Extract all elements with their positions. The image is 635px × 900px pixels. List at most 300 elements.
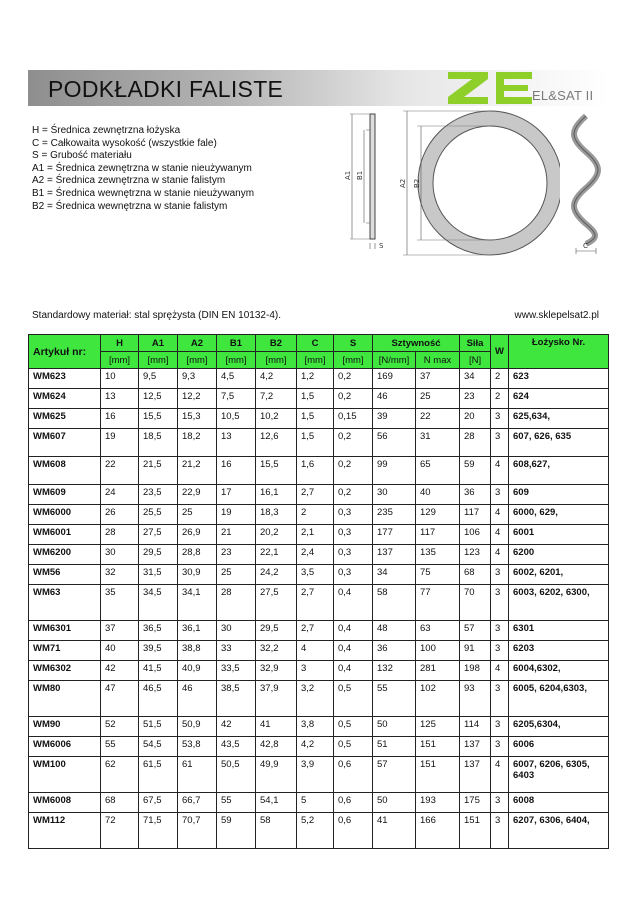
value-cell: 7,2 [256, 389, 297, 409]
bearing-cell: 6203 [509, 641, 609, 661]
value-cell: 0,6 [334, 757, 373, 793]
wave-profile-drawing [566, 108, 606, 256]
value-cell: 2 [491, 389, 509, 409]
unit-cell: [mm] [101, 352, 139, 369]
article-code-cell: WM6302 [29, 661, 101, 681]
value-cell: 169 [373, 369, 416, 389]
value-cell: 59 [460, 457, 491, 485]
washer-side-drawing [330, 108, 390, 253]
value-cell: 32 [101, 565, 139, 585]
article-code-cell: WM6200 [29, 545, 101, 565]
bearing-cell: 624 [509, 389, 609, 409]
material-note: Standardowy materiał: stal sprężysta (DIN EN 10132-4). [32, 310, 281, 321]
value-cell: 55 [373, 681, 416, 717]
col-a1: A1 [139, 335, 178, 352]
dim-a2-label: A2 [399, 178, 407, 188]
table-row [29, 409, 609, 429]
value-cell: 106 [460, 525, 491, 545]
value-cell: 26,9 [178, 525, 217, 545]
value-cell: 25 [217, 565, 256, 585]
table-row [29, 681, 609, 717]
bearing-cell: 608,627, [509, 457, 609, 485]
table-row [29, 717, 609, 737]
value-cell: 30 [217, 621, 256, 641]
value-cell: 41 [373, 813, 416, 849]
col-b1: B1 [217, 335, 256, 352]
unit-cell: N max [416, 352, 460, 369]
value-cell: 54,1 [256, 793, 297, 813]
value-cell: 4,5 [217, 369, 256, 389]
value-cell: 22,1 [256, 545, 297, 565]
legend-item: A1 = Średnica zewnętrzna w stanie nieużywanym [32, 162, 252, 174]
value-cell: 0,3 [334, 545, 373, 565]
value-cell: 9,5 [139, 369, 178, 389]
value-cell: 0,6 [334, 813, 373, 849]
value-cell: 40 [416, 485, 460, 505]
value-cell: 2,1 [297, 525, 334, 545]
article-code-cell: WM63 [29, 585, 101, 621]
value-cell: 1,6 [297, 457, 334, 485]
value-cell: 1,5 [297, 429, 334, 457]
value-cell: 0,3 [334, 505, 373, 525]
value-cell: 54,5 [139, 737, 178, 757]
value-cell: 3 [491, 429, 509, 457]
col-a2: A2 [178, 335, 217, 352]
value-cell: 51 [373, 737, 416, 757]
value-cell: 57 [460, 621, 491, 641]
value-cell: 70,7 [178, 813, 217, 849]
value-cell: 27,5 [139, 525, 178, 545]
value-cell: 50,9 [178, 717, 217, 737]
value-cell: 18,5 [139, 429, 178, 457]
value-cell: 46 [373, 389, 416, 409]
table-row [29, 525, 609, 545]
value-cell: 114 [460, 717, 491, 737]
value-cell: 4 [297, 641, 334, 661]
spec-table [28, 334, 609, 849]
value-cell: 75 [416, 565, 460, 585]
value-cell: 41 [256, 717, 297, 737]
value-cell: 30 [373, 485, 416, 505]
value-cell: 18,3 [256, 505, 297, 525]
value-cell: 62 [101, 757, 139, 793]
value-cell: 67,5 [139, 793, 178, 813]
value-cell: 15,5 [256, 457, 297, 485]
table-row [29, 585, 609, 621]
bearing-cell: 6207, 6306, 6404, [509, 813, 609, 849]
value-cell: 3 [491, 565, 509, 585]
unit-cell: [mm] [139, 352, 178, 369]
unit-cell: [mm] [178, 352, 217, 369]
article-code-cell: WM625 [29, 409, 101, 429]
value-cell: 40 [101, 641, 139, 661]
value-cell: 1,5 [297, 389, 334, 409]
value-cell: 12,2 [178, 389, 217, 409]
article-code-cell: WM6008 [29, 793, 101, 813]
article-code-cell: WM71 [29, 641, 101, 661]
value-cell: 102 [416, 681, 460, 717]
unit-cell: [mm] [217, 352, 256, 369]
value-cell: 9,3 [178, 369, 217, 389]
table-header-row [29, 335, 609, 352]
value-cell: 68 [460, 565, 491, 585]
value-cell: 5 [297, 793, 334, 813]
value-cell: 99 [373, 457, 416, 485]
value-cell: 151 [416, 737, 460, 757]
value-cell: 0,5 [334, 717, 373, 737]
value-cell: 198 [460, 661, 491, 681]
value-cell: 15,5 [139, 409, 178, 429]
value-cell: 1,2 [297, 369, 334, 389]
table-row [29, 793, 609, 813]
article-code-cell: WM112 [29, 813, 101, 849]
value-cell: 3 [491, 793, 509, 813]
bearing-cell: 6205,6304, [509, 717, 609, 737]
value-cell: 166 [416, 813, 460, 849]
value-cell: 22 [101, 457, 139, 485]
value-cell: 10,2 [256, 409, 297, 429]
dim-s-label: S [379, 242, 384, 250]
value-cell: 50,5 [217, 757, 256, 793]
value-cell: 51,5 [139, 717, 178, 737]
page-title: PODKŁADKI FALISTE [48, 76, 284, 102]
value-cell: 0,4 [334, 661, 373, 681]
article-code-cell: WM6006 [29, 737, 101, 757]
bearing-cell: 6301 [509, 621, 609, 641]
value-cell: 2,7 [297, 585, 334, 621]
article-code-cell: WM623 [29, 369, 101, 389]
value-cell: 55 [217, 793, 256, 813]
value-cell: 10,5 [217, 409, 256, 429]
value-cell: 137 [373, 545, 416, 565]
bearing-cell: 6002, 6201, [509, 565, 609, 585]
value-cell: 18,2 [178, 429, 217, 457]
value-cell: 36,1 [178, 621, 217, 641]
table-row [29, 565, 609, 585]
value-cell: 21 [217, 525, 256, 545]
dim-c-label: C [583, 242, 588, 250]
bearing-cell: 6006 [509, 737, 609, 757]
value-cell: 53,8 [178, 737, 217, 757]
value-cell: 25 [178, 505, 217, 525]
article-code-cell: WM6000 [29, 505, 101, 525]
value-cell: 16 [101, 409, 139, 429]
value-cell: 66,7 [178, 793, 217, 813]
value-cell: 65 [416, 457, 460, 485]
value-cell: 22,9 [178, 485, 217, 505]
value-cell: 20,2 [256, 525, 297, 545]
table-row [29, 429, 609, 457]
value-cell: 55 [101, 737, 139, 757]
value-cell: 38,8 [178, 641, 217, 661]
value-cell: 4 [491, 661, 509, 681]
value-cell: 63 [416, 621, 460, 641]
value-cell: 24,2 [256, 565, 297, 585]
value-cell: 151 [416, 757, 460, 793]
value-cell: 100 [416, 641, 460, 661]
value-cell: 38,5 [217, 681, 256, 717]
value-cell: 43,5 [217, 737, 256, 757]
value-cell: 58 [256, 813, 297, 849]
value-cell: 175 [460, 793, 491, 813]
value-cell: 42 [101, 661, 139, 681]
value-cell: 50 [373, 717, 416, 737]
table-row [29, 389, 609, 409]
value-cell: 4,2 [256, 369, 297, 389]
col-stiffness: Sztywność [373, 335, 460, 352]
bearing-cell: 625,634, [509, 409, 609, 429]
table-row [29, 621, 609, 641]
value-cell: 193 [416, 793, 460, 813]
value-cell: 3 [491, 621, 509, 641]
value-cell: 16 [217, 457, 256, 485]
table-row [29, 813, 609, 849]
value-cell: 22 [416, 409, 460, 429]
value-cell: 34 [460, 369, 491, 389]
table-row [29, 505, 609, 525]
value-cell: 12,6 [256, 429, 297, 457]
value-cell: 4,2 [297, 737, 334, 757]
value-cell: 34,1 [178, 585, 217, 621]
value-cell: 135 [416, 545, 460, 565]
value-cell: 39,5 [139, 641, 178, 661]
value-cell: 25,5 [139, 505, 178, 525]
value-cell: 5,2 [297, 813, 334, 849]
value-cell: 36,5 [139, 621, 178, 641]
value-cell: 27,5 [256, 585, 297, 621]
value-cell: 3,9 [297, 757, 334, 793]
article-code-cell: WM6001 [29, 525, 101, 545]
legend-item: H = Średnica zewnętrzna łożyska [32, 125, 181, 136]
value-cell: 28 [217, 585, 256, 621]
value-cell: 235 [373, 505, 416, 525]
dim-b1-label: B1 [356, 170, 364, 180]
value-cell: 70 [460, 585, 491, 621]
value-cell: 21,5 [139, 457, 178, 485]
dim-a1-label: A1 [344, 170, 352, 180]
value-cell: 4 [491, 525, 509, 545]
value-cell: 59 [217, 813, 256, 849]
value-cell: 56 [373, 429, 416, 457]
value-cell: 0,3 [334, 525, 373, 545]
value-cell: 151 [460, 813, 491, 849]
value-cell: 39 [373, 409, 416, 429]
value-cell: 26 [101, 505, 139, 525]
value-cell: 2,4 [297, 545, 334, 565]
value-cell: 36 [460, 485, 491, 505]
value-cell: 3 [491, 585, 509, 621]
value-cell: 32,9 [256, 661, 297, 681]
bearing-cell: 6004,6302, [509, 661, 609, 681]
value-cell: 177 [373, 525, 416, 545]
col-b2: B2 [256, 335, 297, 352]
value-cell: 28 [101, 525, 139, 545]
value-cell: 0,2 [334, 485, 373, 505]
value-cell: 3 [491, 641, 509, 661]
value-cell: 23,5 [139, 485, 178, 505]
value-cell: 15,3 [178, 409, 217, 429]
bearing-cell: 6001 [509, 525, 609, 545]
value-cell: 3 [491, 813, 509, 849]
legend-item: B1 = Średnica wewnętrzna w stanie nieużywanym [32, 187, 255, 199]
value-cell: 3 [491, 717, 509, 737]
value-cell: 52 [101, 717, 139, 737]
unit-cell: [mm] [256, 352, 297, 369]
bearing-cell: 623 [509, 369, 609, 389]
value-cell: 0,4 [334, 621, 373, 641]
value-cell: 42 [217, 717, 256, 737]
table-row [29, 485, 609, 505]
col-h: H [101, 335, 139, 352]
value-cell: 33 [217, 641, 256, 661]
value-cell: 35 [101, 585, 139, 621]
bearing-cell: 6000, 629, [509, 505, 609, 525]
value-cell: 3,8 [297, 717, 334, 737]
value-cell: 28,8 [178, 545, 217, 565]
value-cell: 137 [460, 737, 491, 757]
bearing-cell: 6008 [509, 793, 609, 813]
value-cell: 3,2 [297, 681, 334, 717]
value-cell: 25 [416, 389, 460, 409]
value-cell: 3 [491, 485, 509, 505]
value-cell: 93 [460, 681, 491, 717]
value-cell: 0,2 [334, 457, 373, 485]
value-cell: 34 [373, 565, 416, 585]
value-cell: 125 [416, 717, 460, 737]
unit-cell: [N/mm] [373, 352, 416, 369]
article-code-cell: WM80 [29, 681, 101, 717]
value-cell: 7,5 [217, 389, 256, 409]
article-code-cell: WM100 [29, 757, 101, 793]
col-bearing: Łożysko Nr. [509, 335, 609, 369]
value-cell: 72 [101, 813, 139, 849]
value-cell: 0,2 [334, 369, 373, 389]
value-cell: 0,4 [334, 585, 373, 621]
legend [32, 125, 254, 213]
value-cell: 117 [460, 505, 491, 525]
value-cell: 129 [416, 505, 460, 525]
table-row [29, 757, 609, 793]
value-cell: 0,5 [334, 681, 373, 717]
value-cell: 3,5 [297, 565, 334, 585]
value-cell: 33,5 [217, 661, 256, 681]
bearing-cell: 6005, 6204,6303, [509, 681, 609, 717]
article-code-cell: WM90 [29, 717, 101, 737]
value-cell: 30 [101, 545, 139, 565]
website-link[interactable]: www.sklepelsat2.pl [514, 310, 599, 321]
bearing-cell: 6007, 6206, 6305, 6403 [509, 757, 609, 793]
value-cell: 2,7 [297, 621, 334, 641]
bearing-cell: 609 [509, 485, 609, 505]
value-cell: 68 [101, 793, 139, 813]
col-s: S [334, 335, 373, 352]
value-cell: 61,5 [139, 757, 178, 793]
value-cell: 32,2 [256, 641, 297, 661]
value-cell: 20 [460, 409, 491, 429]
col-w: W [491, 335, 509, 369]
value-cell: 0,15 [334, 409, 373, 429]
value-cell: 48 [373, 621, 416, 641]
value-cell: 42,8 [256, 737, 297, 757]
value-cell: 132 [373, 661, 416, 681]
value-cell: 31,5 [139, 565, 178, 585]
article-code-cell: WM6301 [29, 621, 101, 641]
article-code-cell: WM607 [29, 429, 101, 457]
value-cell: 123 [460, 545, 491, 565]
unit-cell: [mm] [334, 352, 373, 369]
logo-text: EL&SAT II [532, 88, 594, 103]
table-row [29, 457, 609, 485]
value-cell: 2 [491, 369, 509, 389]
value-cell: 57 [373, 757, 416, 793]
bearing-cell: 607, 626, 635 [509, 429, 609, 457]
value-cell: 28 [460, 429, 491, 457]
value-cell: 34,5 [139, 585, 178, 621]
value-cell: 12,5 [139, 389, 178, 409]
bearing-cell: 6200 [509, 545, 609, 565]
value-cell: 41,5 [139, 661, 178, 681]
value-cell: 10 [101, 369, 139, 389]
legend-item: C = Całkowaita wysokość (wszystkie fale) [32, 137, 217, 149]
value-cell: 0,6 [334, 793, 373, 813]
value-cell: 3 [491, 409, 509, 429]
value-cell: 0,2 [334, 429, 373, 457]
unit-cell: [N] [460, 352, 491, 369]
value-cell: 17 [217, 485, 256, 505]
value-cell: 4 [491, 757, 509, 793]
value-cell: 49,9 [256, 757, 297, 793]
value-cell: 13 [101, 389, 139, 409]
table-row [29, 369, 609, 389]
value-cell: 46 [178, 681, 217, 717]
value-cell: 31 [416, 429, 460, 457]
value-cell: 1,5 [297, 409, 334, 429]
article-code-cell: WM608 [29, 457, 101, 485]
value-cell: 0,3 [334, 565, 373, 585]
legend-item: S = Grubość materiału [32, 150, 132, 162]
value-cell: 50 [373, 793, 416, 813]
value-cell: 37,9 [256, 681, 297, 717]
value-cell: 4 [491, 457, 509, 485]
value-cell: 13 [217, 429, 256, 457]
value-cell: 3 [491, 737, 509, 757]
col-force: Siła [460, 335, 491, 352]
value-cell: 16,1 [256, 485, 297, 505]
value-cell: 24 [101, 485, 139, 505]
value-cell: 71,5 [139, 813, 178, 849]
value-cell: 61 [178, 757, 217, 793]
value-cell: 281 [416, 661, 460, 681]
table-row [29, 737, 609, 757]
value-cell: 117 [416, 525, 460, 545]
article-code-cell: WM624 [29, 389, 101, 409]
legend-item: B2 = Średnica wewnętrzna w stanie falistym [32, 200, 228, 212]
value-cell: 58 [373, 585, 416, 621]
value-cell: 30,9 [178, 565, 217, 585]
col-article: Artykuł nr: [29, 335, 101, 369]
article-code-cell: WM56 [29, 565, 101, 585]
value-cell: 0,4 [334, 641, 373, 661]
value-cell: 3 [297, 661, 334, 681]
article-code-cell: WM609 [29, 485, 101, 505]
table-body [29, 369, 609, 849]
value-cell: 0,5 [334, 737, 373, 757]
value-cell: 4 [491, 505, 509, 525]
value-cell: 91 [460, 641, 491, 661]
value-cell: 37 [101, 621, 139, 641]
value-cell: 137 [460, 757, 491, 793]
value-cell: 2,7 [297, 485, 334, 505]
